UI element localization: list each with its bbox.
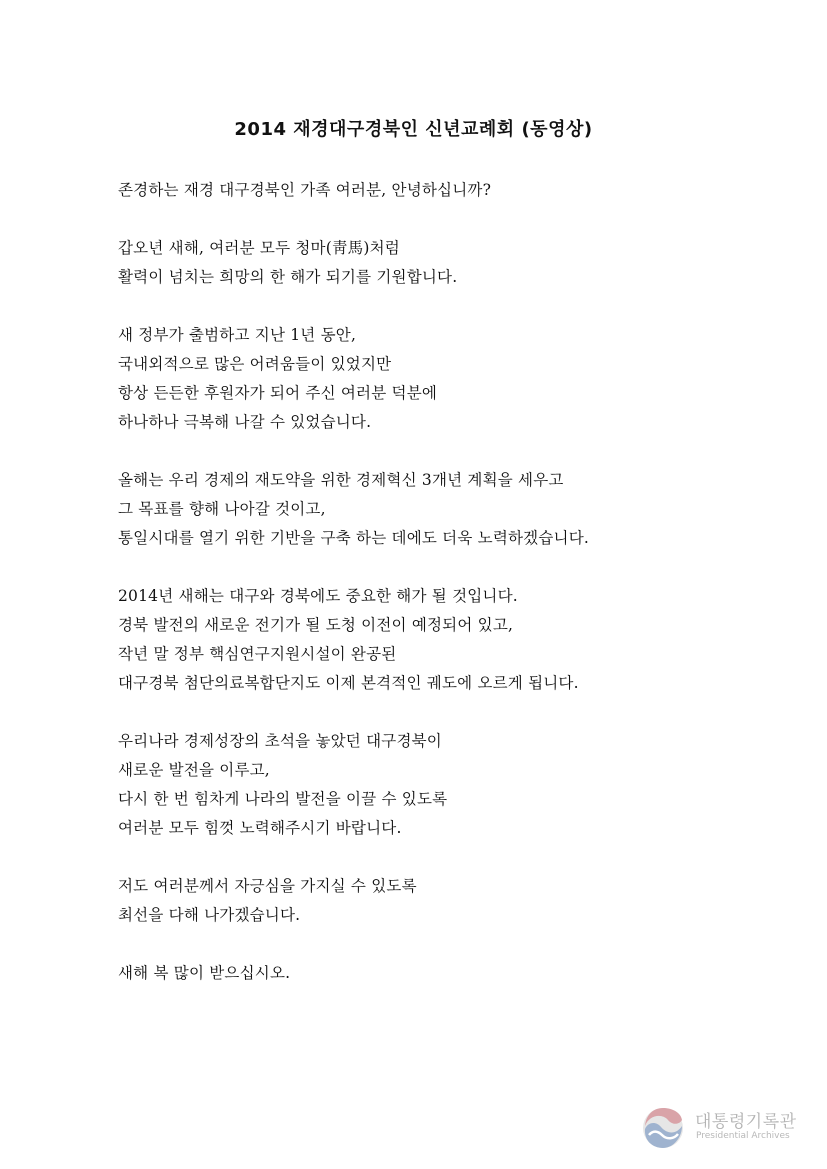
paragraph [118,727,758,843]
text-line: 새해 복 많이 받으십시오. [118,964,291,982]
text-line: 저도 여러분께서 자긍심을 가지실 수 있도록 [118,877,417,895]
text-line: 우리나라 경제성장의 초석을 놓았던 대구경북이 [118,732,442,750]
paragraph [118,466,758,553]
text-line: 그 목표를 향해 나아갈 것이고, [118,500,326,518]
archives-name: 대통령기록관 [695,1112,797,1132]
text-line: 대구경북 첨단의료복합단지도 이제 본격적인 궤도에 오르게 됩니다. [118,674,579,692]
taegeuk-emblem-icon [640,1105,686,1151]
text-line: 2014년 새해는 대구와 경북에도 중요한 해가 될 것입니다. [118,587,518,605]
text-line: 존경하는 재경 대구경북인 가족 여러분, 안녕하십니까? [118,181,492,199]
text-line: 갑오년 새해, 여러분 모두 청마(靑馬)처럼 [118,239,400,257]
paragraph [118,234,758,292]
text-line: 작년 말 정부 핵심연구지원시설이 완공된 [118,645,397,663]
document-title: 2014 재경대구경북인 신년교례회 (동영상) [234,119,593,140]
paragraph [118,176,758,205]
paragraph [118,321,758,437]
text-line: 새로운 발전을 이루고, [118,761,270,779]
text-line: 항상 든든한 후원자가 되어 주신 여러분 덕분에 [118,384,438,402]
text-line: 경북 발전의 새로운 전기가 될 도청 이전이 예정되어 있고, [118,616,514,634]
text-line: 국내외적으로 많은 어려움들이 있었지만 [118,355,392,373]
text-line: 최선을 다해 나가겠습니다. [118,906,301,924]
archives-watermark [640,1103,810,1151]
text-line: 올해는 우리 경제의 재도약을 위한 경제혁신 3개년 계획을 세우고 [118,471,564,489]
text-line: 활력이 넘치는 희망의 한 해가 되기를 기원합니다. [118,268,458,286]
text-line: 다시 한 번 힘차게 나라의 발전을 이끌 수 있도록 [118,790,448,808]
text-line: 여러분 모두 힘껏 노력해주시기 바랍니다. [118,819,402,837]
paragraph [118,872,758,930]
paragraph [118,582,758,698]
paragraph [118,959,758,988]
document-body [118,176,758,1017]
text-line: 통일시대를 열기 위한 기반을 구축 하는 데에도 더욱 노력하겠습니다. [118,529,589,547]
text-line: 새 정부가 출범하고 지난 1년 동안, [118,326,357,344]
text-line: 하나하나 극복해 나갈 수 있었습니다. [118,413,372,431]
archives-subtitle: Presidential Archives [696,1131,790,1141]
